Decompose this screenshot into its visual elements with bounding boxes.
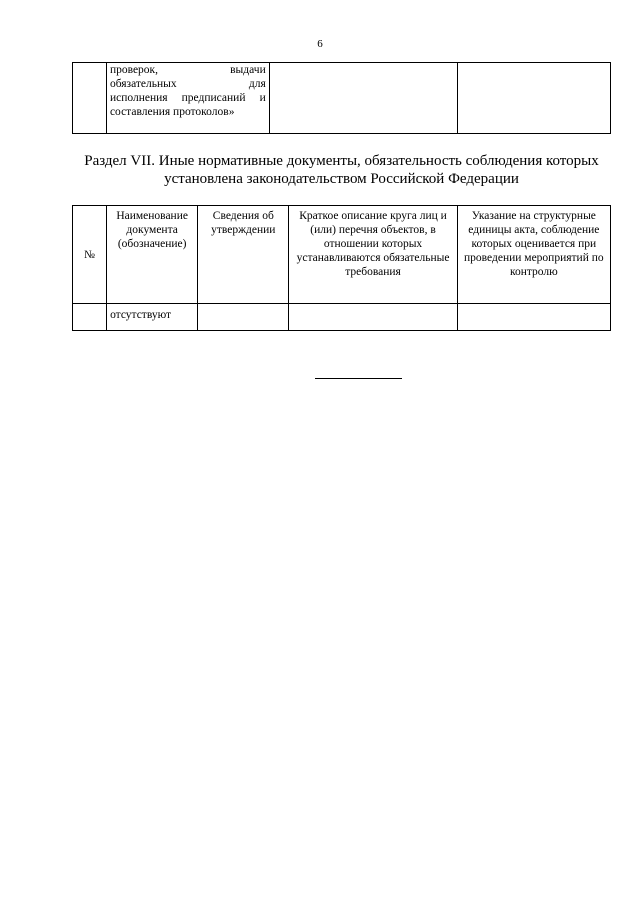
cell-line: исполнения предписаний и (109, 92, 266, 104)
table-cell (269, 63, 458, 134)
column-header-approval-info: Сведения об утверждении (198, 206, 289, 304)
table-cell: отсутствуют (107, 304, 198, 331)
column-header-description: Краткое описание круга лиц и (или) перечня объектов, в отношении которых устанавливаются обязательные требования (289, 206, 457, 304)
section-title: Раздел VII. Иные нормативные документы, обязательность соблюдения которых установлена законодательством Российской Федерации (84, 153, 599, 187)
continued-table (72, 62, 611, 134)
table-cell (73, 304, 107, 331)
table-row (73, 304, 611, 331)
cell-line: составления протоколов» (109, 106, 235, 118)
table-cell (289, 304, 457, 331)
column-header-document-name: Наименование документа (обозначение) (107, 206, 198, 304)
table-row (73, 63, 611, 134)
cell-line: обязательных для (109, 78, 266, 90)
end-divider-line (315, 378, 402, 379)
table-header-row (73, 206, 611, 304)
table-cell (198, 304, 289, 331)
column-header-structural-units: Указание на структурные единицы акта, соблюдение которых оценивается при проведении мероприятий по контролю (457, 206, 610, 304)
documents-table (72, 205, 611, 331)
table-cell (457, 304, 610, 331)
table-cell-text (106, 63, 269, 134)
page-number: 6 (317, 38, 323, 50)
cell-line: проверок, выдачи (109, 64, 266, 76)
table-cell (73, 63, 107, 134)
column-header-number: № (73, 206, 107, 304)
table-cell (458, 63, 611, 134)
